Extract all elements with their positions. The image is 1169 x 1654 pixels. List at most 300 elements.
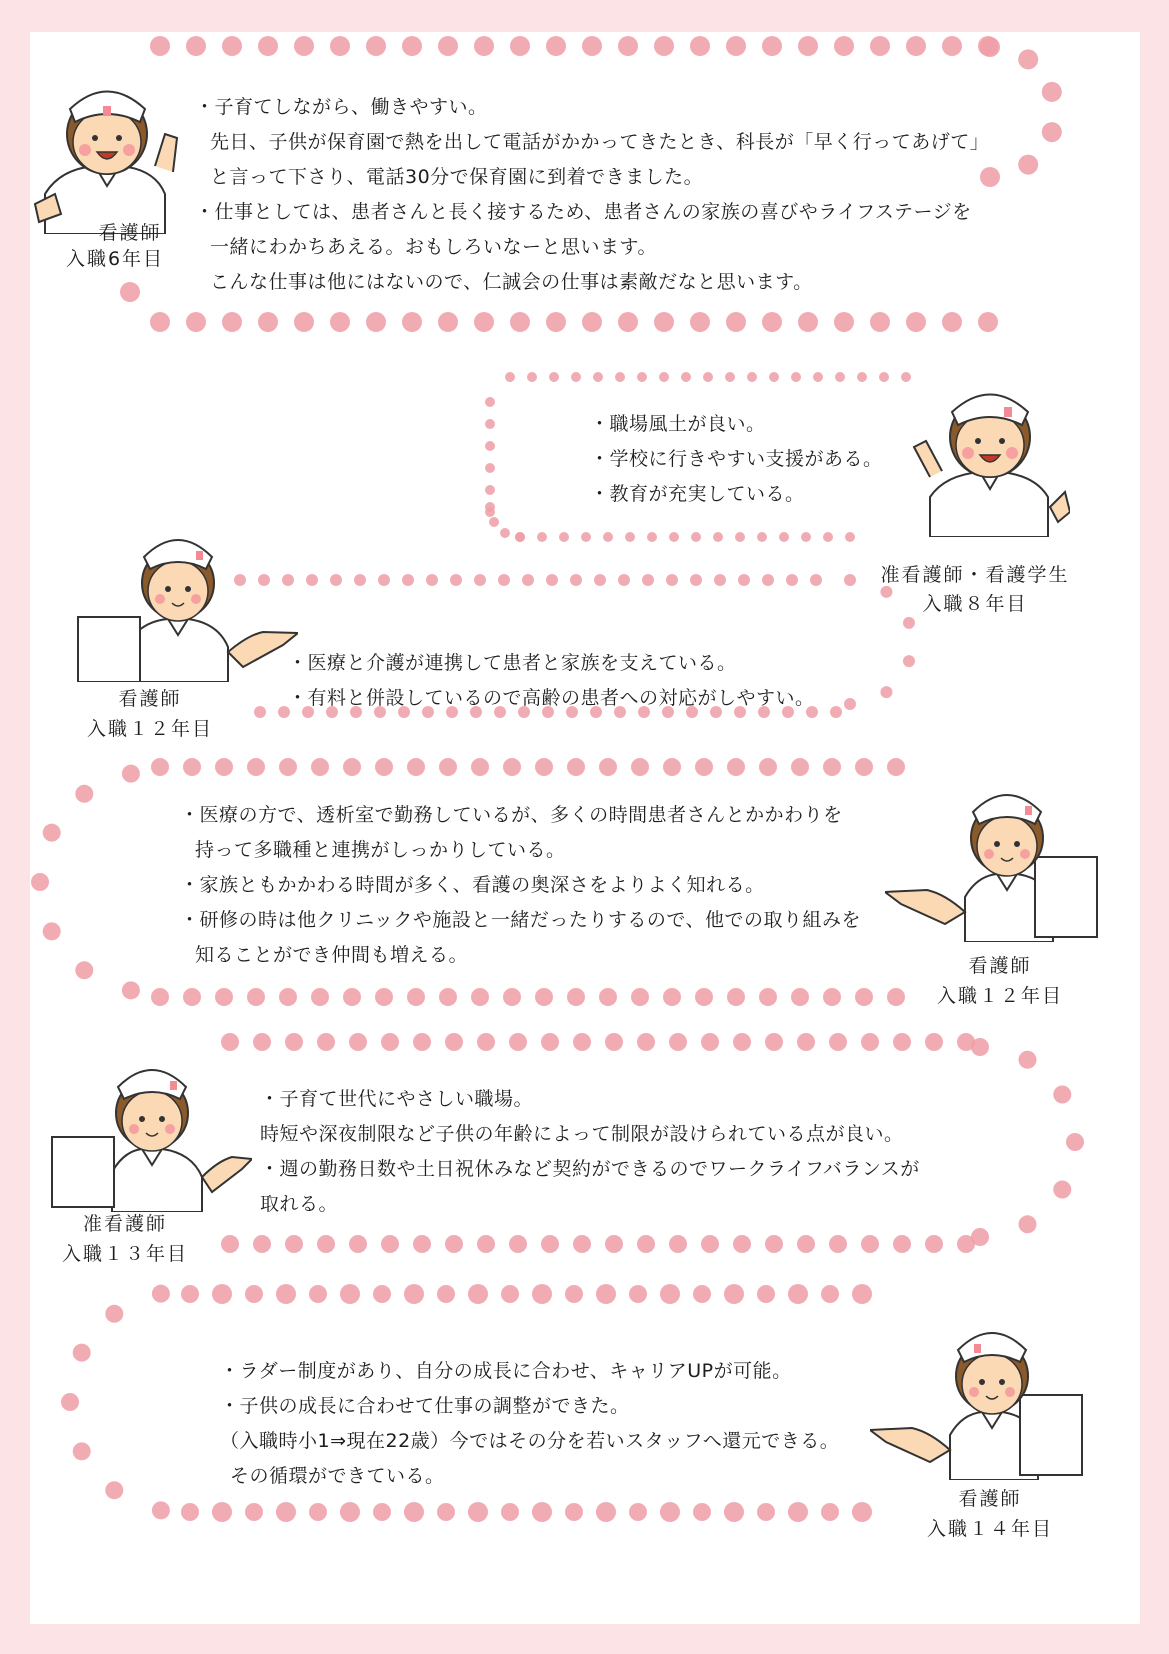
- frame-dot: [765, 1033, 783, 1051]
- frame-dot: [474, 574, 486, 586]
- frame-dot: [779, 532, 789, 542]
- frame-dot: [468, 1284, 488, 1304]
- frame-dot: [852, 1284, 872, 1304]
- comment-line: ・ラダー制度があり、自分の成長に合わせ、キャリアUPが可能。: [220, 1360, 792, 1382]
- frame-dot: [541, 1033, 559, 1051]
- frame-dot: [786, 574, 798, 586]
- frame-dot: [788, 1502, 808, 1522]
- comment-line: ・子育てしながら、働きやすい。: [195, 96, 488, 118]
- frame-dot: [844, 698, 856, 710]
- comment-line: その循環ができている。: [230, 1465, 445, 1487]
- frame-dot: [693, 1285, 711, 1303]
- frame-dot: [285, 1235, 303, 1253]
- frame-dot: [798, 312, 818, 332]
- frame-dot: [870, 312, 890, 332]
- frame-dot: [757, 1503, 775, 1521]
- frame-dot: [541, 1235, 559, 1253]
- frame-dot: [510, 312, 530, 332]
- frame-dot: [567, 988, 585, 1006]
- nurse-illustration-1: [30, 54, 185, 234]
- frame-dot: [942, 36, 962, 56]
- frame-dot: [330, 312, 350, 332]
- frame-dot: [823, 532, 833, 542]
- role-label: 看護師: [118, 688, 182, 710]
- frame-dot: [759, 988, 777, 1006]
- frame-dot: [254, 706, 266, 718]
- frame-dot: [485, 502, 495, 512]
- frame-dot: [402, 574, 414, 586]
- nurse-illustration-6: [870, 1310, 1090, 1480]
- frame-dot: [426, 574, 438, 586]
- frame-dot: [870, 36, 890, 56]
- frame-dot: [340, 1284, 360, 1304]
- frame-dot: [474, 36, 494, 56]
- frame-dot: [212, 1502, 232, 1522]
- frame-dot: [861, 1033, 879, 1051]
- frame-dot: [245, 1285, 263, 1303]
- frame-dot: [834, 36, 854, 56]
- frame-dot: [381, 1235, 399, 1253]
- frame-dot: [150, 36, 170, 56]
- comment-line: ・医療と介護が連携して患者と家族を支えている。: [288, 652, 737, 674]
- frame-dot: [503, 988, 521, 1006]
- frame-dot: [505, 372, 515, 382]
- frame-dot: [150, 312, 170, 332]
- frame-dot: [1019, 1051, 1037, 1069]
- frame-dot: [903, 655, 915, 667]
- frame-dot: [573, 1235, 591, 1253]
- frame-dot: [407, 758, 425, 776]
- frame-dot: [669, 1033, 687, 1051]
- frame-dot: [471, 988, 489, 1006]
- frame-dot: [855, 988, 873, 1006]
- frame-dot: [1042, 82, 1062, 102]
- frame-dot: [618, 36, 638, 56]
- frame-dot: [43, 922, 61, 940]
- role-label: 看護師: [98, 222, 162, 244]
- frame-dot: [703, 372, 713, 382]
- frame-dot: [309, 1285, 327, 1303]
- frame-dot: [279, 758, 297, 776]
- frame-dot: [669, 532, 679, 542]
- frame-dot: [724, 1284, 744, 1304]
- frame-dot: [663, 758, 681, 776]
- role-label: 准看護師: [82, 1213, 167, 1235]
- comment-line: 先日、子供が保育園で熱を出して電話がかかってきたとき、科長が「早く行ってあげて」: [210, 131, 990, 153]
- frame-dot: [893, 1235, 911, 1253]
- frame-dot: [535, 758, 553, 776]
- frame-dot: [681, 372, 691, 382]
- frame-dot: [701, 1235, 719, 1253]
- frame-dot: [221, 1235, 239, 1253]
- frame-dot: [791, 372, 801, 382]
- frame-dot: [713, 532, 723, 542]
- frame-dot: [515, 532, 525, 542]
- frame-dot: [61, 1393, 79, 1411]
- frame-dot: [151, 988, 169, 1006]
- frame-dot: [690, 312, 710, 332]
- frame-dot: [971, 1038, 989, 1056]
- frame-dot: [222, 312, 242, 332]
- frame-dot: [402, 312, 422, 332]
- frame-dot: [471, 758, 489, 776]
- frame-dot: [821, 1285, 839, 1303]
- frame-dot: [852, 1502, 872, 1522]
- frame-dot: [212, 1284, 232, 1304]
- frame-dot: [404, 1502, 424, 1522]
- frame-dot: [762, 574, 774, 586]
- frame-dot: [105, 1305, 123, 1323]
- frame-dot: [942, 312, 962, 332]
- frame-dot: [215, 988, 233, 1006]
- frame-dot: [724, 1502, 744, 1522]
- frame-dot: [498, 574, 510, 586]
- tenure-label: 入職１２年目: [86, 718, 213, 740]
- frame-dot: [413, 1033, 431, 1051]
- frame-dot: [181, 1285, 199, 1303]
- frame-dot: [375, 988, 393, 1006]
- frame-dot: [693, 1503, 711, 1521]
- frame-dot: [618, 312, 638, 332]
- comment-line: ・研修の時は他クリニックや施設と一緒だったりするので、他での取り組みを: [180, 909, 861, 931]
- nurse-illustration-3: [68, 517, 298, 682]
- comment-line: ・学校に行きやすい支援がある。: [590, 448, 883, 470]
- frame-dot: [152, 1285, 170, 1303]
- frame-dot: [509, 1235, 527, 1253]
- frame-dot: [375, 758, 393, 776]
- comment-line: ・医療の方で、透析室で勤務しているが、多くの時間患者さんとかかわりを: [180, 804, 843, 826]
- frame-dot: [43, 824, 61, 842]
- frame-dot: [485, 463, 495, 473]
- frame-dot: [801, 532, 811, 542]
- frame-dot: [1018, 49, 1038, 69]
- frame-dot: [559, 532, 569, 542]
- frame-dot: [596, 1284, 616, 1304]
- tenure-label: 入職１２年目: [936, 985, 1063, 1007]
- frame-dot: [438, 36, 458, 56]
- frame-dot: [522, 574, 534, 586]
- frame-dot: [407, 988, 425, 1006]
- frame-dot: [439, 758, 457, 776]
- frame-dot: [980, 37, 1000, 57]
- frame-dot: [450, 574, 462, 586]
- frame-dot: [594, 574, 606, 586]
- comment-line: ・家族ともかかわる時間が多く、看護の奥深さをよりよく知れる。: [180, 874, 765, 896]
- frame-dot: [247, 758, 265, 776]
- tenure-label: 入職6年目: [65, 248, 165, 270]
- frame-dot: [654, 312, 674, 332]
- frame-dot: [596, 1502, 616, 1522]
- frame-dot: [691, 532, 701, 542]
- frame-dot: [527, 372, 537, 382]
- frame-dot: [727, 758, 745, 776]
- frame-dot: [532, 1284, 552, 1304]
- frame-dot: [629, 1503, 647, 1521]
- comment-line: 時短や深夜制限など子供の年齢によって制限が設けられている点が良い。: [260, 1123, 904, 1145]
- frame-dot: [75, 785, 93, 803]
- frame-dot: [788, 1284, 808, 1304]
- frame-dot: [765, 1235, 783, 1253]
- frame-dot: [468, 1502, 488, 1522]
- frame-dot: [306, 574, 318, 586]
- frame-dot: [105, 1481, 123, 1499]
- frame-dot: [701, 1033, 719, 1051]
- frame-dot: [957, 1235, 975, 1253]
- frame-dot: [834, 312, 854, 332]
- frame-dot: [660, 1284, 680, 1304]
- frame-dot: [546, 312, 566, 332]
- frame-dot: [247, 988, 265, 1006]
- frame-dot: [903, 617, 915, 629]
- frame-dot: [151, 758, 169, 776]
- comment-line: ・有料と併設しているので高齢の患者への対応がしやすい。: [288, 687, 815, 709]
- frame-dot: [599, 758, 617, 776]
- comment-line: こんな仕事は他にはないので、仁誠会の仕事は素敵だなと思います。: [210, 271, 813, 293]
- frame-dot: [1042, 122, 1062, 142]
- nurse-illustration-2: [900, 367, 1070, 537]
- frame-dot: [120, 282, 140, 302]
- frame-dot: [887, 988, 905, 1006]
- frame-dot: [791, 988, 809, 1006]
- frame-dot: [245, 1503, 263, 1521]
- comment-line: ・仕事としては、患者さんと長く接するため、患者さんの家族の喜びやライフステージを: [195, 201, 972, 223]
- frame-dot: [309, 1503, 327, 1521]
- frame-dot: [501, 1503, 519, 1521]
- frame-dot: [343, 758, 361, 776]
- frame-dot: [474, 312, 494, 332]
- frame-dot: [258, 312, 278, 332]
- frame-dot: [829, 1235, 847, 1253]
- frame-dot: [906, 312, 926, 332]
- frame-dot: [477, 1033, 495, 1051]
- frame-dot: [73, 1442, 91, 1460]
- frame-dot: [857, 372, 867, 382]
- frame-dot: [880, 686, 892, 698]
- frame-dot: [759, 758, 777, 776]
- frame-dot: [31, 873, 49, 891]
- comment-line: （入職時小1⇒現在22歳）今ではその分を若いスタッフへ還元できる。: [220, 1430, 840, 1452]
- frame-dot: [879, 372, 889, 382]
- comment-line: 知ることができ仲間も増える。: [195, 944, 469, 966]
- frame-dot: [637, 1033, 655, 1051]
- frame-dot: [485, 485, 495, 495]
- comment-line: 持って多職種と連携がしっかりしている。: [195, 839, 566, 861]
- frame-dot: [769, 372, 779, 382]
- frame-dot: [690, 36, 710, 56]
- frame-dot: [925, 1235, 943, 1253]
- frame-dot: [1019, 1215, 1037, 1233]
- frame-dot: [810, 574, 822, 586]
- frame-dot: [294, 36, 314, 56]
- frame-dot: [349, 1033, 367, 1051]
- comment-line: 取れる。: [260, 1193, 339, 1215]
- frame-dot: [830, 706, 842, 718]
- frame-dot: [663, 988, 681, 1006]
- frame-dot: [501, 1285, 519, 1303]
- frame-dot: [823, 758, 841, 776]
- comment-line: ・職場風土が良い。: [590, 413, 766, 435]
- frame-dot: [438, 312, 458, 332]
- frame-dot: [570, 574, 582, 586]
- frame-dot: [537, 532, 547, 542]
- frame-dot: [582, 312, 602, 332]
- frame-dot: [605, 1033, 623, 1051]
- frame-dot: [791, 758, 809, 776]
- frame-dot: [690, 574, 702, 586]
- frame-dot: [340, 1502, 360, 1522]
- frame-dot: [330, 574, 342, 586]
- frame-dot: [183, 988, 201, 1006]
- frame-dot: [726, 312, 746, 332]
- tenure-label: 入職８年目: [922, 593, 1028, 615]
- frame-dot: [631, 988, 649, 1006]
- frame-dot: [880, 586, 892, 598]
- frame-dot: [215, 758, 233, 776]
- frame-dot: [285, 1033, 303, 1051]
- frame-dot: [535, 988, 553, 1006]
- frame-dot: [378, 574, 390, 586]
- frame-dot: [437, 1503, 455, 1521]
- tenure-label: 入職１３年目: [61, 1243, 188, 1265]
- testimonial-sheet: [30, 32, 1140, 1624]
- frame-dot: [343, 988, 361, 1006]
- frame-dot: [615, 372, 625, 382]
- frame-dot: [413, 1235, 431, 1253]
- frame-dot: [747, 372, 757, 382]
- frame-dot: [835, 372, 845, 382]
- frame-dot: [258, 36, 278, 56]
- frame-dot: [373, 1285, 391, 1303]
- comment-line: ・子供の成長に合わせて仕事の調整ができた。: [220, 1395, 630, 1417]
- frame-dot: [797, 1033, 815, 1051]
- frame-dot: [695, 988, 713, 1006]
- frame-dot: [445, 1033, 463, 1051]
- nurse-illustration-4: [885, 772, 1105, 942]
- comment-line: ・教育が充実している。: [590, 483, 805, 505]
- nurse-illustration-5: [42, 1047, 252, 1212]
- frame-dot: [647, 532, 657, 542]
- frame-dot: [727, 988, 745, 1006]
- frame-dot: [402, 36, 422, 56]
- frame-dot: [1018, 155, 1038, 175]
- frame-dot: [660, 1502, 680, 1522]
- frame-dot: [581, 532, 591, 542]
- frame-dot: [279, 988, 297, 1006]
- frame-dot: [510, 36, 530, 56]
- frame-dot: [366, 312, 386, 332]
- frame-dot: [631, 758, 649, 776]
- frame-dot: [844, 574, 856, 586]
- frame-dot: [253, 1235, 271, 1253]
- frame-dot: [404, 1284, 424, 1304]
- frame-dot: [813, 372, 823, 382]
- frame-dot: [183, 758, 201, 776]
- frame-dot: [599, 988, 617, 1006]
- frame-dot: [855, 758, 873, 776]
- frame-dot: [637, 1235, 655, 1253]
- frame-dot: [757, 532, 767, 542]
- frame-dot: [317, 1235, 335, 1253]
- frame-dot: [317, 1033, 335, 1051]
- frame-dot: [294, 312, 314, 332]
- frame-dot: [821, 1503, 839, 1521]
- frame-dot: [373, 1503, 391, 1521]
- frame-dot: [330, 36, 350, 56]
- frame-dot: [349, 1235, 367, 1253]
- role-label: 看護師: [958, 1488, 1022, 1510]
- frame-dot: [122, 981, 140, 999]
- frame-dot: [978, 312, 998, 332]
- frame-dot: [593, 372, 603, 382]
- frame-dot: [549, 372, 559, 382]
- frame-dot: [276, 1502, 296, 1522]
- frame-dot: [629, 1285, 647, 1303]
- frame-dot: [605, 1235, 623, 1253]
- frame-dot: [253, 1033, 271, 1051]
- frame-dot: [354, 574, 366, 586]
- frame-dot: [1053, 1181, 1071, 1199]
- frame-dot: [725, 372, 735, 382]
- frame-dot: [637, 372, 647, 382]
- role-label: 准看護師・看護学生: [880, 564, 1070, 586]
- frame-dot: [861, 1235, 879, 1253]
- frame-dot: [509, 1033, 527, 1051]
- frame-dot: [618, 574, 630, 586]
- frame-dot: [925, 1033, 943, 1051]
- frame-dot: [477, 1235, 495, 1253]
- frame-dot: [762, 36, 782, 56]
- frame-dot: [186, 36, 206, 56]
- frame-dot: [565, 1503, 583, 1521]
- frame-dot: [669, 1235, 687, 1253]
- comment-line: ・週の勤務日数や土日祝休みなど契約ができるのでワークライフバランスが: [260, 1158, 920, 1180]
- frame-dot: [222, 36, 242, 56]
- frame-dot: [500, 528, 510, 538]
- role-label: 看護師: [968, 955, 1032, 977]
- frame-dot: [565, 1285, 583, 1303]
- frame-dot: [485, 419, 495, 429]
- frame-dot: [659, 372, 669, 382]
- frame-dot: [1066, 1133, 1084, 1151]
- frame-dot: [73, 1344, 91, 1362]
- frame-dot: [666, 574, 678, 586]
- frame-dot: [762, 312, 782, 332]
- frame-dot: [695, 758, 713, 776]
- frame-dot: [733, 1235, 751, 1253]
- frame-dot: [1053, 1086, 1071, 1104]
- frame-dot: [642, 574, 654, 586]
- frame-dot: [829, 1033, 847, 1051]
- frame-dot: [437, 1285, 455, 1303]
- frame-dot: [823, 988, 841, 1006]
- frame-dot: [757, 1285, 775, 1303]
- frame-dot: [75, 961, 93, 979]
- frame-dot: [489, 517, 499, 527]
- frame-dot: [276, 1284, 296, 1304]
- frame-dot: [980, 167, 1000, 187]
- comment-line: と言って下さり、電話30分で保育園に到着できました。: [210, 166, 704, 188]
- frame-dot: [906, 36, 926, 56]
- frame-dot: [735, 532, 745, 542]
- frame-dot: [122, 765, 140, 783]
- frame-dot: [485, 397, 495, 407]
- frame-dot: [797, 1235, 815, 1253]
- frame-dot: [152, 1501, 170, 1519]
- frame-dot: [738, 574, 750, 586]
- frame-dot: [726, 36, 746, 56]
- frame-dot: [532, 1502, 552, 1522]
- frame-dot: [567, 758, 585, 776]
